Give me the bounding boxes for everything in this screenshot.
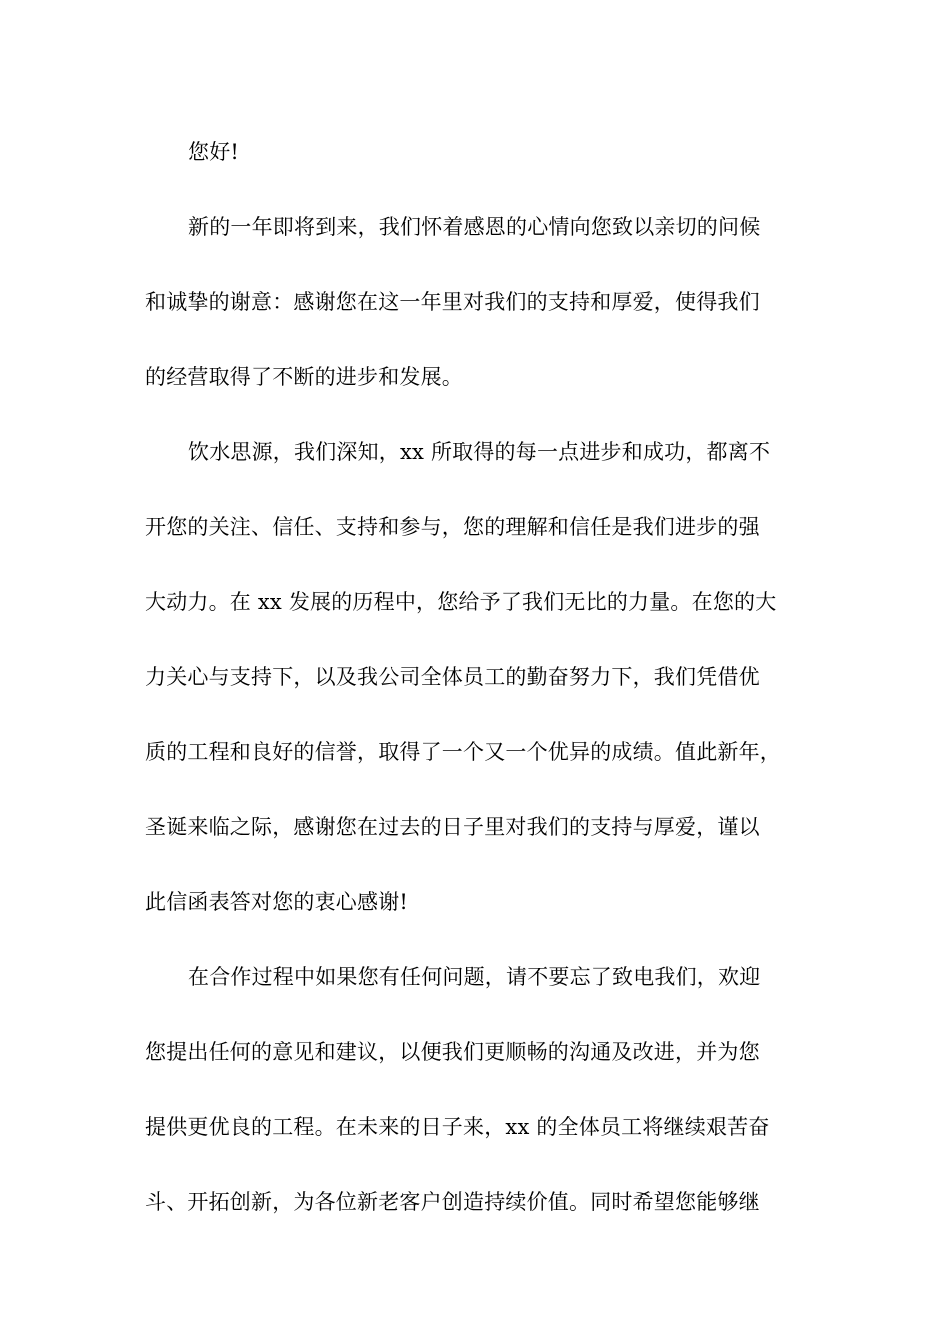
paragraph-3-line-2: 您提出任何的意见和建议，以便我们更顺畅的沟通及改进，并为您: [145, 1040, 760, 1064]
paragraph-1-line-2: 和诚挚的谢意：感谢您在这一年里对我们的支持和厚爱，使得我们: [145, 290, 760, 314]
paragraph-2-line-7: 此信函表答对您的衷心感谢!: [145, 890, 409, 914]
paragraph-2-line-6: 圣诞来临之际，感谢您在过去的日子里对我们的支持与厚爱，谨以: [145, 815, 760, 839]
paragraph-3-line-1: 在合作过程中如果您有任何问题，请不要忘了致电我们，欢迎: [188, 965, 761, 989]
paragraph-2-line-2: 开您的关注、信任、支持和参与，您的理解和信任是我们进步的强: [145, 515, 760, 539]
paragraph-2-line-1: 饮水思源，我们深知，xx 所取得的每一点进步和成功，都离不: [188, 440, 771, 464]
paragraph-2-line-4: 力关心与支持下，以及我公司全体员工的勤奋努力下，我们凭借优: [145, 665, 760, 689]
paragraph-1-line-1: 新的一年即将到来，我们怀着感恩的心情向您致以亲切的问候: [188, 215, 761, 239]
paragraph-2-line-5: 质的工程和良好的信誉，取得了一个又一个优异的成绩。值此新年，: [145, 740, 781, 764]
paragraph-3-line-4: 斗、开拓创新，为各位新老客户创造持续价值。同时希望您能够继: [145, 1190, 760, 1214]
paragraph-3-line-3: 提供更优良的工程。在未来的日子来，xx 的全体员工将继续艰苦奋: [145, 1115, 770, 1139]
paragraph-1-line-3: 的经营取得了不断的进步和发展。: [145, 365, 463, 389]
greeting: 您好!: [188, 140, 240, 164]
paragraph-2-line-3: 大动力。在 xx 发展的历程中，您给予了我们无比的力量。在您的大: [145, 590, 777, 614]
